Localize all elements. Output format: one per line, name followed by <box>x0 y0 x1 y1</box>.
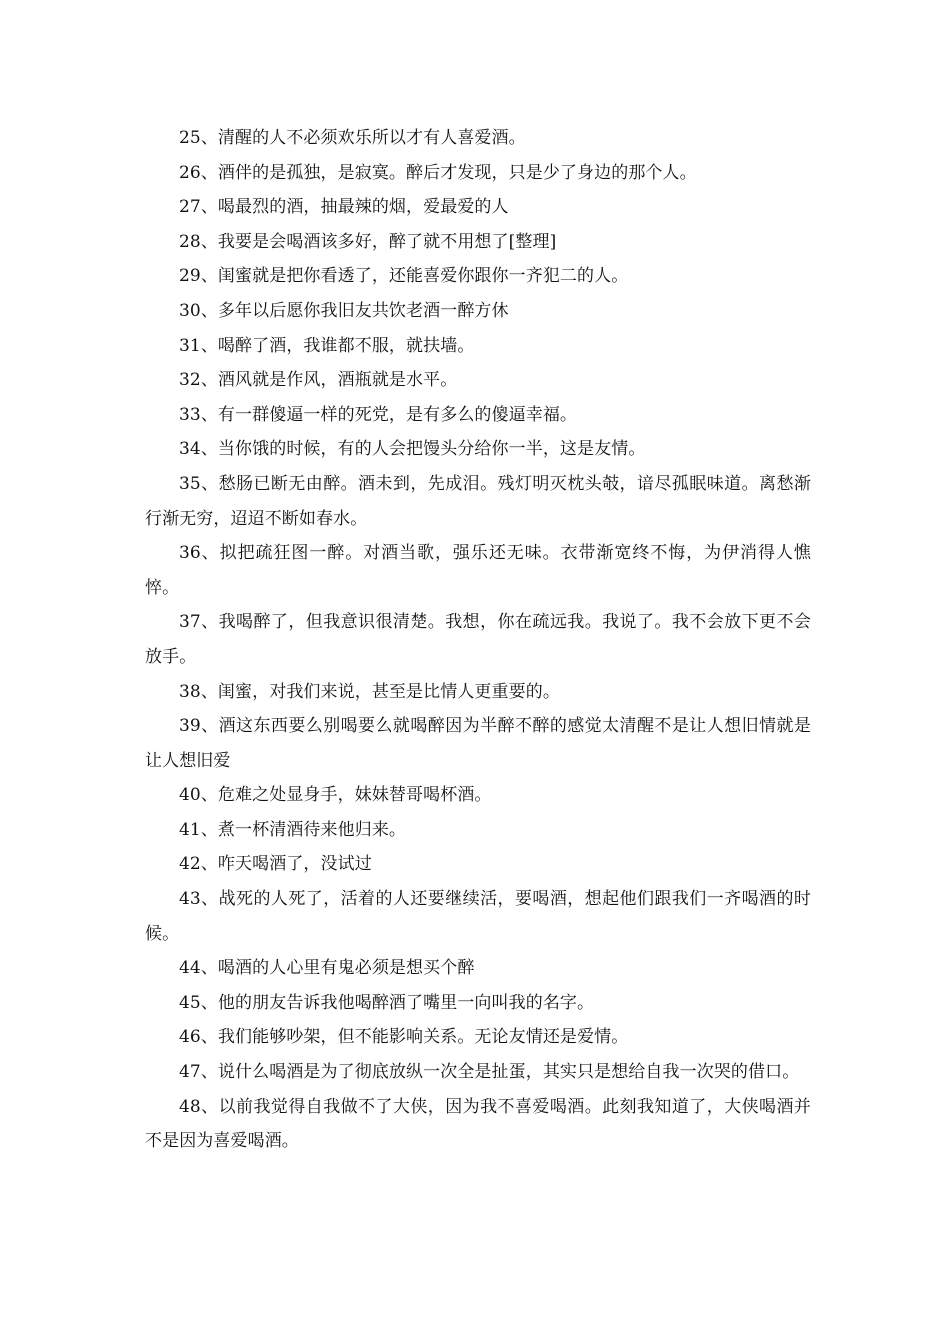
list-item: 38、闺蜜，对我们来说，甚至是比情人更重要的。 <box>179 681 560 702</box>
list-item: 31、喝醉了酒，我谁都不服，就扶墙。 <box>179 335 475 356</box>
list-item: 33、有一群傻逼一样的死党，是有多么的傻逼幸福。 <box>179 404 578 425</box>
list-item: 40、危难之处显身手，妹妹替哥喝杯酒。 <box>179 785 492 806</box>
list-item: 46、我们能够吵架，但不能影响关系。无论友情还是爱情。 <box>179 1027 629 1048</box>
list-item: 25、清醒的人不必须欢乐所以才有人喜爱酒。 <box>179 128 526 148</box>
list-item: 35、愁肠已断无由醉。酒未到，先成泪。残灯明灭枕头攲，谙尽孤眠味道。离愁渐行渐无穷，迢迢不断如春水。 <box>145 473 811 529</box>
list-item: 45、他的朋友告诉我他喝醉酒了嘴里一向叫我的名字。 <box>179 992 595 1013</box>
list-item: 28、我要是会喝酒该多好，醉了就不用想了[整理] <box>179 231 557 252</box>
list-item: 44、喝酒的人心里有鬼必须是想买个醉 <box>179 958 475 979</box>
list-item: 48、以前我觉得自我做不了大侠，因为我不喜爱喝酒。此刻我知道了，大侠喝酒并不是因为喜爱喝酒。 <box>145 1096 811 1152</box>
list-item: 47、说什么喝酒是为了彻底放纵一次全是扯蛋，其实只是想给自我一次哭的借口。 <box>179 1062 800 1083</box>
list-item: 34、当你饿的时候，有的人会把馒头分给你一半，这是友情。 <box>179 439 646 460</box>
list-item: 26、酒伴的是孤独，是寂寞。醉后才发现，只是少了身边的那个人。 <box>179 162 697 183</box>
document-body <box>145 121 811 1159</box>
list-item: 41、煮一杯清酒待来他归来。 <box>179 819 407 840</box>
list-item: 29、闺蜜就是把你看透了，还能喜爱你跟你一齐犯二的人。 <box>179 266 629 287</box>
list-item: 43、战死的人死了，活着的人还要继续活，要喝酒，想起他们跟我们一齐喝酒的时候。 <box>145 889 811 944</box>
list-item: 37、我喝醉了，但我意识很清楚。我想，你在疏远我。我说了。我不会放下更不会放手。 <box>145 612 811 667</box>
list-item: 27、喝最烈的酒，抽最辣的烟，爱最爱的人 <box>179 197 509 218</box>
list-item: 39、酒这东西要么别喝要么就喝醉因为半醉不醉的感觉太清醒不是让人想旧情就是让人想旧爱 <box>145 716 811 771</box>
list-item: 32、酒风就是作风，酒瓶就是水平。 <box>179 370 458 391</box>
list-item: 30、多年以后愿你我旧友共饮老酒一醉方休 <box>179 300 509 321</box>
list-item: 36、拟把疏狂图一醉。对酒当歌，强乐还无味。衣带渐宽终不悔，为伊消得人憔悴。 <box>145 543 811 598</box>
list-item: 42、咋天喝酒了，没试过 <box>179 854 372 875</box>
